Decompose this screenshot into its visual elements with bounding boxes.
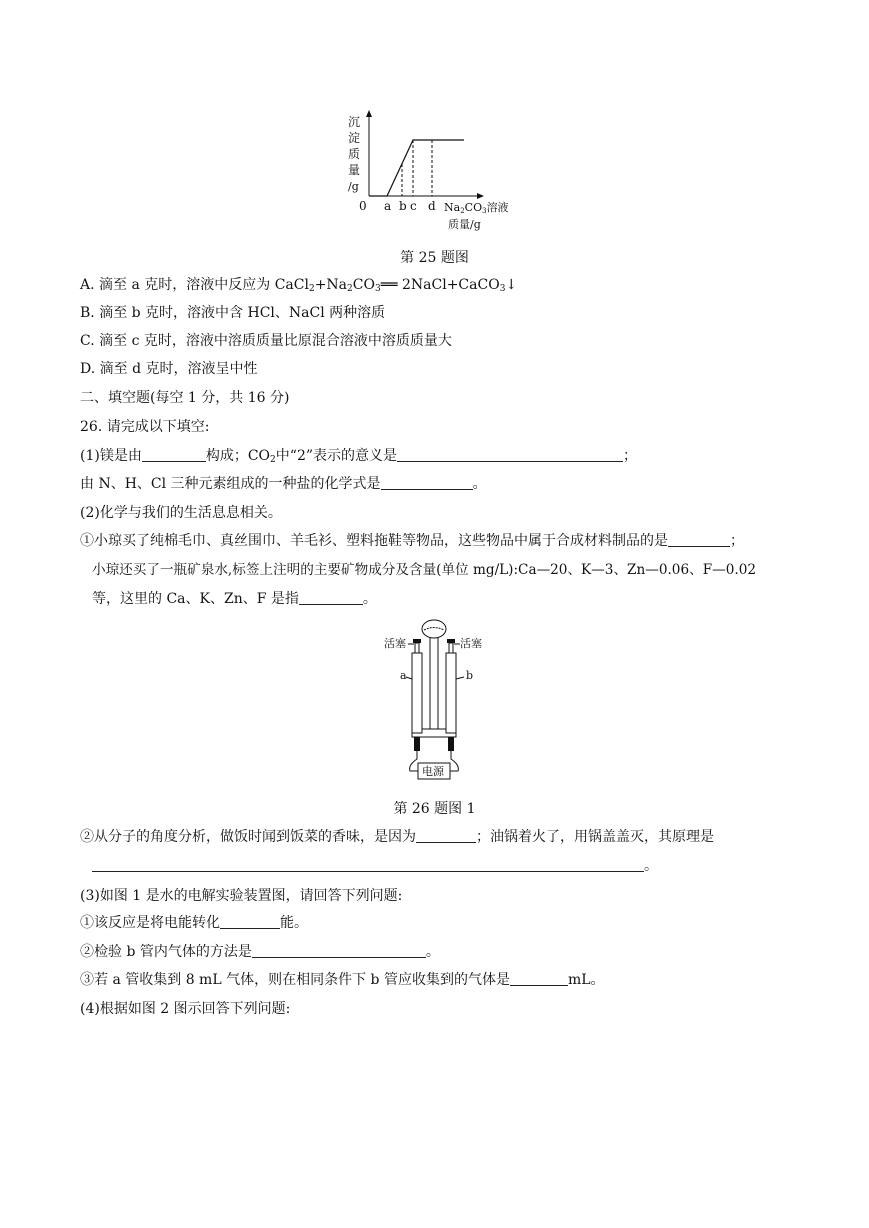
tube-b-label: b (466, 669, 474, 682)
option-a: A. 滴至 a 克时，溶液中反应为 $CaCl_2+Na_2CO_3══$ 2NaCl+CaCO$_3$↓ (80, 277, 518, 294)
blank-8[interactable] (220, 914, 280, 929)
q26-p3-1: ①该反应是将电能转化 能。 (80, 915, 308, 931)
tube-b (446, 653, 456, 733)
fig25-caption: 第 25 题图 (400, 250, 469, 266)
option-d: D. 滴至 d 克时，溶液呈中性 (80, 361, 258, 377)
fig25-ylabel-2: 淀 (348, 131, 361, 145)
fig25-x-arrow (477, 193, 484, 199)
blank-5[interactable] (299, 590, 363, 605)
blank-7[interactable] (92, 857, 644, 872)
fig25-ylabel-4: 量 (348, 163, 361, 177)
tube-a (412, 653, 422, 733)
blank-2[interactable] (397, 447, 623, 462)
blank-3[interactable] (381, 475, 473, 490)
q26-p2-2-line1: ②从分子的角度分析，做饭时闻到饭菜的香味，是因为 ；油锅着火了，用锅盖盖灭，其原理是 (80, 829, 714, 845)
q26-p3-2: ②检验 b 管内气体的方法是 。 (80, 944, 440, 960)
blank-9[interactable] (252, 943, 426, 958)
fig25-ylabel-3: 质 (348, 147, 361, 161)
q26-p4: (4)根据如图 2 图示回答下列问题: (80, 1001, 291, 1017)
q26-p3: (3)如图 1 是水的电解实验装置图，请回答下列问题: (80, 888, 403, 904)
option-b: B. 滴至 b 克时，溶液中含 HCl、NaCl 两种溶质 (80, 305, 386, 321)
tube-a-label: a (400, 669, 407, 682)
power-supply-label: 电源 (422, 765, 444, 778)
stopcock-right-label: 活塞 (460, 637, 482, 650)
fig25-y-arrow (366, 110, 372, 117)
q26-p2-1-line2: 小琼还买了一瓶矿泉水,标签上注明的主要矿物成分及含量(单位 mg/L):Ca—20、K—3、Zn—0.06、F—0.02 (92, 562, 756, 578)
fig25-tick-c: c (410, 199, 417, 213)
q26-p2-1-line3: 等，这里的 Ca、K、Zn、F 是指 。 (92, 591, 377, 607)
electrode-left (414, 737, 420, 751)
fig25-curve (369, 140, 464, 196)
fig25-ylabel-5: /g (348, 180, 359, 193)
q26-p1-line2: 由 N、H、Cl 三种元素组成的一种盐的化学式是 。 (80, 476, 487, 492)
q26-p3-3: ③若 a 管收集到 8 mL 气体，则在相同条件下 b 管应收集到的气体是 mL。 (80, 972, 605, 988)
option-c: C. 滴至 c 克时，溶液中溶质质量比原混合溶液中溶质质量大 (80, 333, 452, 349)
reservoir-liquid (424, 628, 444, 631)
fig26-apparatus (382, 617, 488, 791)
blank-1[interactable] (142, 447, 206, 462)
electrode-right (448, 737, 454, 751)
fig25-graph (340, 108, 530, 236)
q26-title: 26. 请完成以下填空: (80, 419, 210, 435)
fig25-tick-b: b (399, 199, 407, 213)
blank-4[interactable] (668, 532, 730, 547)
stopcock-left-label: 活塞 (384, 637, 406, 650)
section2-title: 二、填空题(每空 1 分，共 16 分) (80, 390, 290, 406)
fig25-ylabel-1: 沉 (348, 115, 361, 129)
q26-p1-line1: (1)镁是由 构成；$CO_2$中“2”表示的意义是 ； (80, 448, 638, 465)
fig25-tick-a: a (384, 199, 392, 213)
blank-10[interactable] (510, 971, 568, 986)
blank-6[interactable] (416, 828, 476, 843)
q26-p2-2-line2: 。 (92, 856, 658, 876)
fig26-caption: 第 26 题图 1 (393, 801, 476, 817)
q26-p2: (2)化学与我们的生活息息相关。 (80, 505, 282, 521)
q26-p2-1-line1: ①小琼买了纯棉毛巾、真丝围巾、羊毛衫、塑料拖鞋等物品，这些物品中属于合成材料制品的是 ； (80, 533, 744, 549)
fig25-xlabel-line2: 质量/g (448, 218, 481, 231)
fig25-origin: 0 (359, 199, 367, 213)
fig25-tick-d: d (428, 199, 436, 213)
fig25-xlabel-line1: Na2CO3溶液 (444, 201, 509, 215)
